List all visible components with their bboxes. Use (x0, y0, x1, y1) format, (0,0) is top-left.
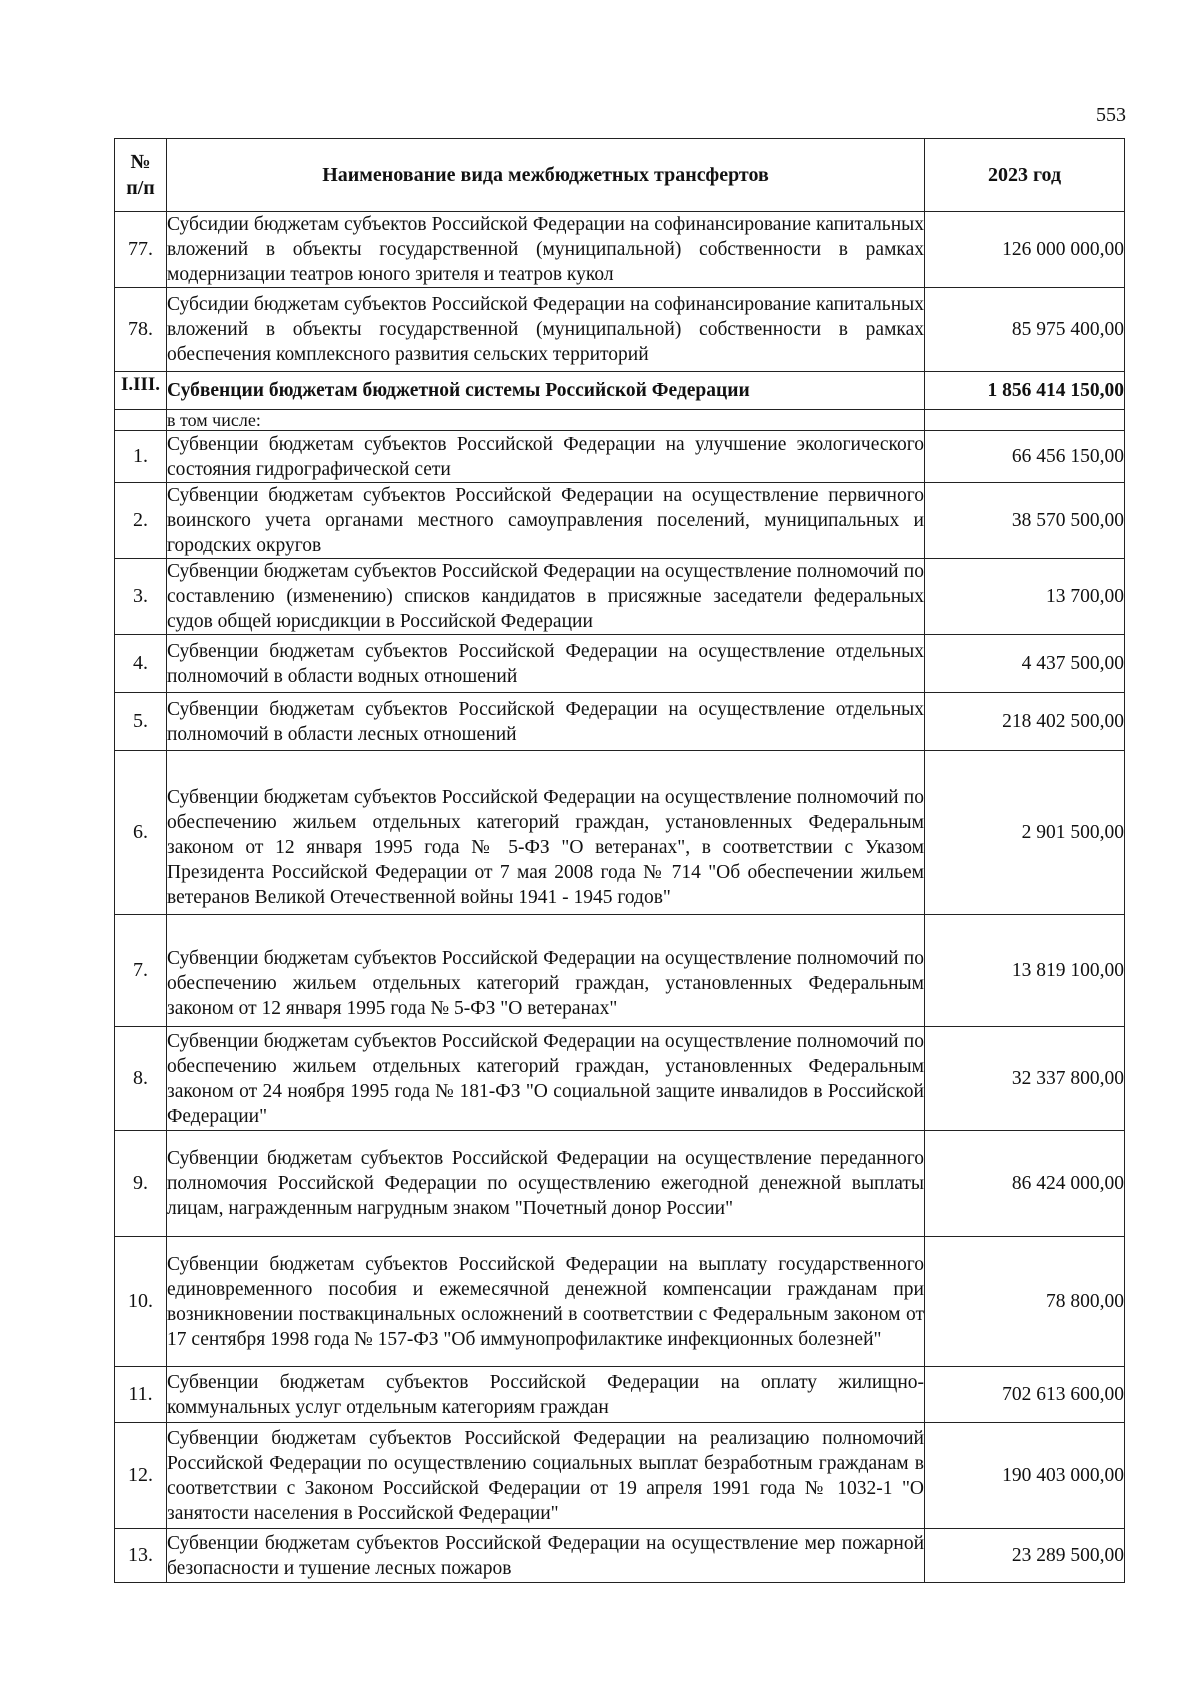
row-value: 66 456 150,00 (925, 431, 1125, 483)
row-number: 3. (115, 559, 167, 635)
row-name: Субвенции бюджетам субъектов Российской Федерации на осуществление полномочий по обеспечению жильем отдельных категорий граждан, установленных Федеральным законом от 24 ноября 1995 года № 181-ФЗ "О социальной защите инвалидов в Российской Федерации" (167, 1027, 925, 1131)
table-row (115, 431, 1125, 483)
row-value: 2 901 500,00 (925, 751, 1125, 915)
row-name: Субвенции бюджетам субъектов Российской Федерации на осуществление полномочий по обеспечению жильем отдельных категорий граждан, установленных Федеральным законом от 12 января 1995 года № 5-ФЗ "О ветеранах", в соответствии с Указом Президента Российской Федерации от 7 мая 2008 года № 714 "Об обеспечении жильем ветеранов Великой Отечественной войны 1941 - 1945 годов" (167, 751, 925, 915)
row-number: 5. (115, 693, 167, 751)
header-number (115, 139, 167, 212)
row-number: 11. (115, 1367, 167, 1423)
row-number: 10. (115, 1237, 167, 1367)
table-row (115, 915, 1125, 1027)
row-value (925, 410, 1125, 431)
row-name: Субвенции бюджетам субъектов Российской Федерации на осуществление переданного полномочия Российской Федерации по осуществлению ежегодной денежной выплаты лицам, награжденным нагрудным знаком "Почетный донор России" (167, 1131, 925, 1237)
row-value: 190 403 000,00 (925, 1423, 1125, 1529)
page-number: 553 (1096, 104, 1126, 126)
row-name: Субсидии бюджетам субъектов Российской Федерации на софинансирование капитальных вложений в объекты государственной (муниципальной) собственности в рамках обеспечения комплексного развития сельских территорий (167, 288, 925, 372)
row-value: 78 800,00 (925, 1237, 1125, 1367)
row-name: Субвенции бюджетам субъектов Российской Федерации на осуществление полномочий по составлению (изменению) списков кандидатов в присяжные заседатели федеральных судов общей юрисдикции в Российской Федерации (167, 559, 925, 635)
row-number: 12. (115, 1423, 167, 1529)
row-name: в том числе: (167, 410, 925, 431)
table-row (115, 1237, 1125, 1367)
table-row (115, 288, 1125, 372)
row-number: 9. (115, 1131, 167, 1237)
row-number: 1. (115, 431, 167, 483)
row-number: 6. (115, 751, 167, 915)
section-name: Субвенции бюджетам бюджетной системы Российской Федерации (167, 372, 925, 410)
row-name: Субвенции бюджетам субъектов Российской Федерации на осуществление первичного воинского учета органами местного самоуправления поселений, муниципальных и городских округов (167, 483, 925, 559)
section-row (115, 372, 1125, 410)
row-name: Субвенции бюджетам субъектов Российской Федерации на оплату жилищно-коммунальных услуг отдельным категориям граждан (167, 1367, 925, 1423)
header-number-abbr: п/п (126, 177, 155, 199)
row-value: 32 337 800,00 (925, 1027, 1125, 1131)
header-year: 2023 год (925, 139, 1125, 212)
row-value: 86 424 000,00 (925, 1131, 1125, 1237)
table-row (115, 1027, 1125, 1131)
table-row (115, 483, 1125, 559)
row-name: Субвенции бюджетам субъектов Российской Федерации на улучшение экологического состояния гидрографической сети (167, 431, 925, 483)
section-value: 1 856 414 150,00 (925, 372, 1125, 410)
row-name: Субвенции бюджетам субъектов Российской Федерации на осуществление отдельных полномочий в области водных отношений (167, 635, 925, 693)
row-number: 78. (115, 288, 167, 372)
table-row (115, 751, 1125, 915)
row-value: 13 819 100,00 (925, 915, 1125, 1027)
row-value: 23 289 500,00 (925, 1529, 1125, 1583)
row-number: 2. (115, 483, 167, 559)
row-value: 13 700,00 (925, 559, 1125, 635)
row-value: 4 437 500,00 (925, 635, 1125, 693)
row-value: 38 570 500,00 (925, 483, 1125, 559)
table-row (115, 1529, 1125, 1583)
row-name: Субсидии бюджетам субъектов Российской Федерации на софинансирование капитальных вложений в объекты государственной (муниципальной) собственности в рамках модернизации театров юного зрителя и театров кукол (167, 212, 925, 288)
row-value: 218 402 500,00 (925, 693, 1125, 751)
note-row (115, 410, 1125, 431)
row-number: 7. (115, 915, 167, 1027)
section-number: I.III. (115, 372, 167, 410)
header-number-sign: № (130, 151, 151, 173)
table-row (115, 212, 1125, 288)
row-name: Субвенции бюджетам субъектов Российской Федерации на выплату государственного единовременного пособия и ежемесячной денежной компенсации гражданам при возникновении поствакцинальных осложнений в соответствии с Федеральным законом от 17 сентября 1998 года № 157-ФЗ "Об иммунопрофилактике инфекционных болезней" (167, 1237, 925, 1367)
table-row (115, 559, 1125, 635)
row-number (115, 410, 167, 431)
transfers-table (114, 138, 1125, 1583)
table-header-row (115, 139, 1125, 212)
row-name: Субвенции бюджетам субъектов Российской Федерации на реализацию полномочий Российской Федерации по осуществлению социальных выплат безработным гражданам в соответствии с Законом Российской Федерации от 19 апреля 1991 года № 1032-1 "О занятости населения в Российской Федерации" (167, 1423, 925, 1529)
table-row (115, 693, 1125, 751)
header-name: Наименование вида межбюджетных трансфертов (167, 139, 925, 212)
table-row (115, 1423, 1125, 1529)
table-row (115, 635, 1125, 693)
row-number: 8. (115, 1027, 167, 1131)
row-name: Субвенции бюджетам субъектов Российской Федерации на осуществление отдельных полномочий в области лесных отношений (167, 693, 925, 751)
row-number: 4. (115, 635, 167, 693)
row-value: 126 000 000,00 (925, 212, 1125, 288)
row-number: 13. (115, 1529, 167, 1583)
row-name: Субвенции бюджетам субъектов Российской Федерации на осуществление мер пожарной безопасности и тушение лесных пожаров (167, 1529, 925, 1583)
row-value: 702 613 600,00 (925, 1367, 1125, 1423)
row-number: 77. (115, 212, 167, 288)
row-name: Субвенции бюджетам субъектов Российской Федерации на осуществление полномочий по обеспечению жильем отдельных категорий граждан, установленных Федеральным законом от 12 января 1995 года № 5-ФЗ "О ветеранах" (167, 915, 925, 1027)
table-row (115, 1131, 1125, 1237)
row-value: 85 975 400,00 (925, 288, 1125, 372)
table-row (115, 1367, 1125, 1423)
